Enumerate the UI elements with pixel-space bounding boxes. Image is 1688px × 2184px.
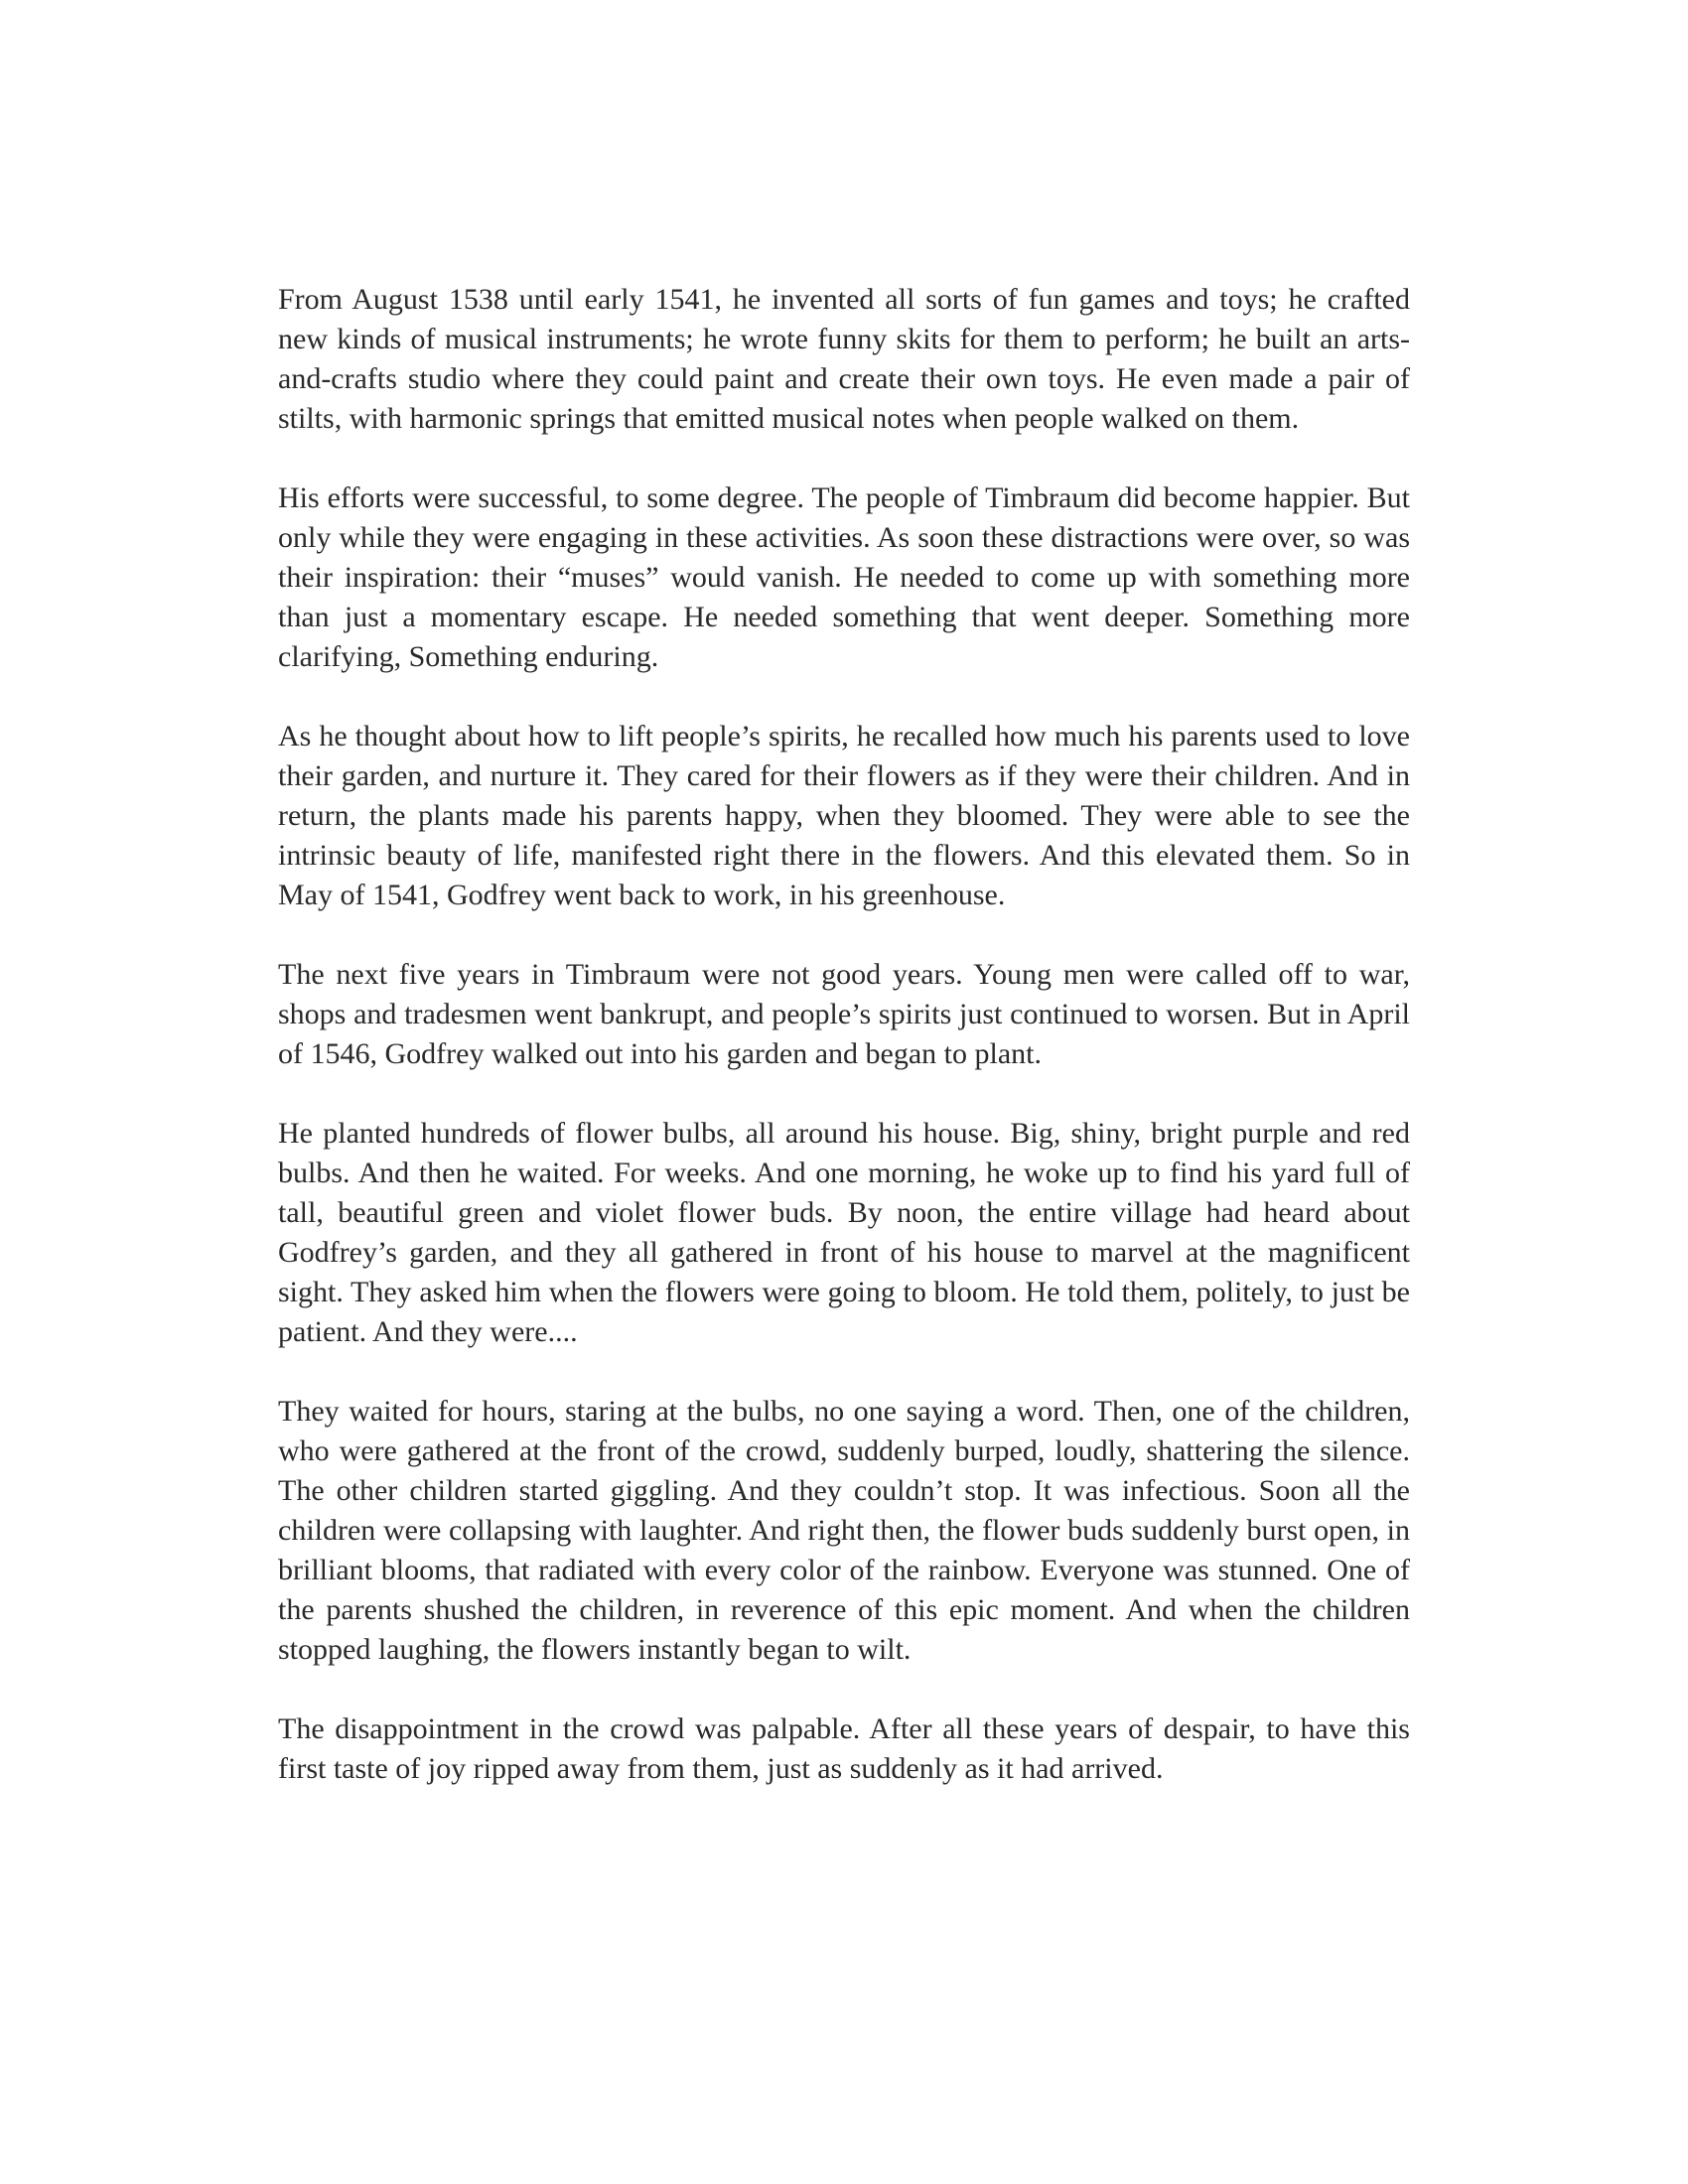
paragraph-planting: He planted hundreds of flower bulbs, all around his house. Big, shiny, bright purple and red bulbs. And then he waited. For weeks. And one morning, he woke up to find his yard full of tall, beautiful green and violet flower buds. By noon, the entire village had heard about Godfrey’s garden, and they all gathered in front of his house to marvel at the magnificent sight. They asked him when the flowers were going to bloom. He told them, politely, to just be patient. And they were.... (278, 1117, 1410, 1348)
paragraph-garden-memory: As he thought about how to lift people’s spirits, he recalled how much his parents used to love their garden, and nurture it. They cared for their flowers as if they were their children. And in return, the plants made his parents happy, when they bloomed. They were able to see the intrinsic beauty of life, manifested right there in the flowers. And this elevated them. So in May of 1541, Godfrey went back to work, in his greenhouse. (278, 720, 1410, 911)
document-page (278, 280, 1410, 1789)
paragraph-five-years: The next five years in Timbraum were not good years. Young men were called off to war, shops and tradesmen went bankrupt, and people’s spirits just continued to worsen. But in April of 1546, Godfrey walked out into his garden and began to plant. (278, 958, 1410, 1070)
paragraph-inventions: From August 1538 until early 1541, he invented all sorts of fun games and toys; he crafted new kinds of musical instruments; he wrote funny skits for them to perform; he built an arts-and-crafts studio where they could paint and create their own toys. He even made a pair of stilts, with harmonic springs that emitted musical notes when people walked on them. (278, 283, 1410, 435)
paragraph-blooming: They waited for hours, staring at the bulbs, no one saying a word. Then, one of the children, who were gathered at the front of the crowd, suddenly burped, loudly, shattering the silence. The other children started giggling. And they couldn’t stop. It was infectious. Soon all the children were collapsing with laughter. And right then, the flower buds suddenly burst open, in brilliant blooms, that radiated with every color of the rainbow. Everyone was stunned. One of the parents shushed the children, in reverence of this epic moment. And when the children stopped laughing, the flowers instantly began to wilt. (278, 1395, 1410, 1666)
paragraph-disappointment: The disappointment in the crowd was palpable. After all these years of despair, to have this first taste of joy ripped away from them, just as suddenly as it had arrived. (278, 1712, 1410, 1785)
paragraph-efforts: His efforts were successful, to some degree. The people of Timbraum did become happier. But only while they were engaging in these activities. As soon these distractions were over, so was their inspiration: their “muses” would vanish. He needed to come up with something more than just a momentary escape. He needed something that went deeper. Something more clarifying, Something enduring. (278, 481, 1410, 673)
